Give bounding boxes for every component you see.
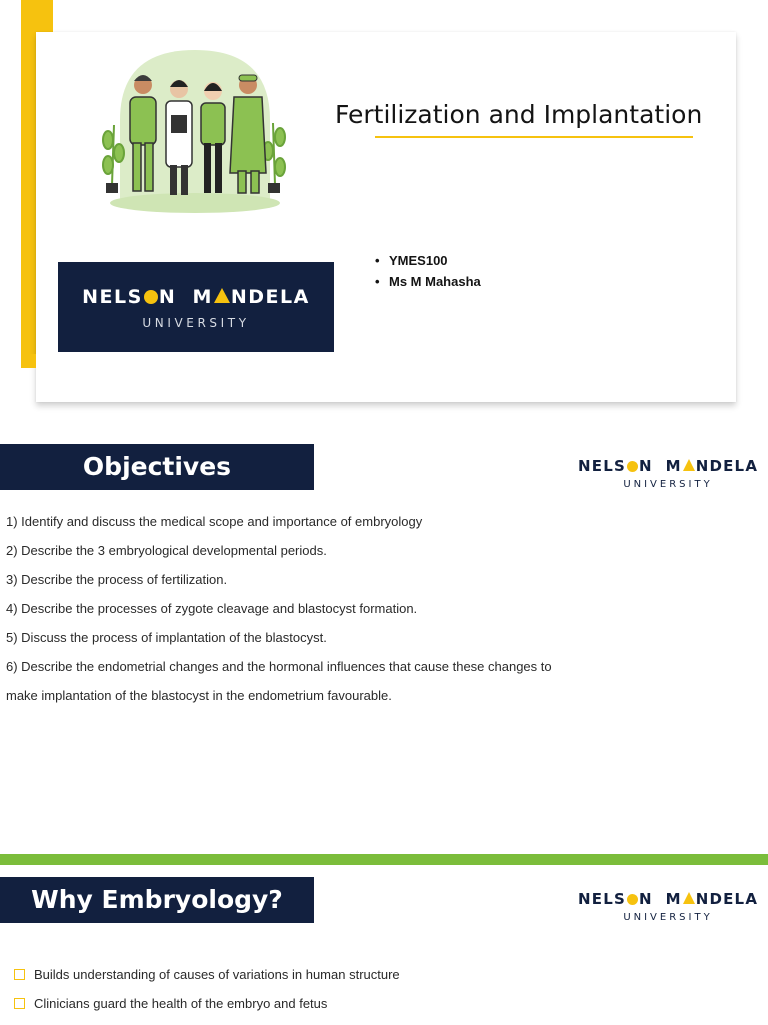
checkbox-bullet-icon [14, 969, 25, 980]
presenter-info [375, 253, 481, 295]
why-embryology-header: Why Embryology? [0, 877, 314, 923]
objectives-list [6, 512, 626, 715]
yellow-accent-tab [36, 0, 53, 32]
logo-subtitle: UNIVERSITY [623, 479, 713, 490]
list-item: Clinicians guard the health of the embryo and fetus [14, 996, 400, 1025]
logo-a-triangle-icon [683, 459, 695, 471]
logo-wordmark: NELS N M NDELA [82, 286, 310, 308]
logo-subtitle: UNIVERSITY [142, 316, 250, 330]
objectives-header: Objectives [0, 444, 314, 490]
checkbox-bullet-icon [14, 998, 25, 1009]
list-item: 4) Describe the processes of zygote cleavage and blastocyst formation. [6, 601, 418, 616]
logo-a-triangle-icon [683, 892, 695, 904]
presentation-title: Fertilization and Implantation [335, 100, 703, 129]
university-logo-small [578, 457, 758, 490]
university-logo-small [578, 890, 758, 923]
green-accent-bar [0, 854, 768, 865]
title-slide [0, 0, 768, 420]
yellow-accent-bar [21, 0, 36, 368]
list-item: Builds understanding of causes of variations in human structure [14, 967, 400, 996]
logo-wordmark: NELS N M NDELA [578, 890, 759, 908]
list-item: 1) Identify and discuss the medical scope and importance of embryology [6, 514, 423, 529]
list-item: make implantation of the blastocyst in the endometrium favourable. [6, 688, 392, 703]
logo-o-dot-icon [627, 461, 638, 472]
list-item: • YMES100 [375, 253, 448, 268]
list-item: 3) Describe the process of fertilization. [6, 572, 228, 587]
logo-o-dot-icon [627, 894, 638, 905]
yellow-accent-foot [21, 354, 36, 368]
why-embryology-list [14, 967, 400, 1025]
title-underline [375, 136, 693, 138]
list-item: 5) Discuss the process of implantation of the blastocyst. [6, 630, 327, 645]
logo-wordmark: NELS N M NDELA [578, 457, 759, 475]
list-item: • Ms M Mahasha [375, 274, 481, 289]
logo-subtitle: UNIVERSITY [623, 912, 713, 923]
list-item: 6) Describe the endometrial changes and the hormonal influences that cause these changes to [6, 659, 552, 674]
university-logo [58, 262, 334, 352]
logo-a-triangle-icon [214, 288, 230, 303]
medical-staff-illustration [100, 45, 290, 215]
logo-o-dot-icon [144, 290, 158, 304]
list-item: 2) Describe the 3 embryological developmental periods. [6, 543, 327, 558]
